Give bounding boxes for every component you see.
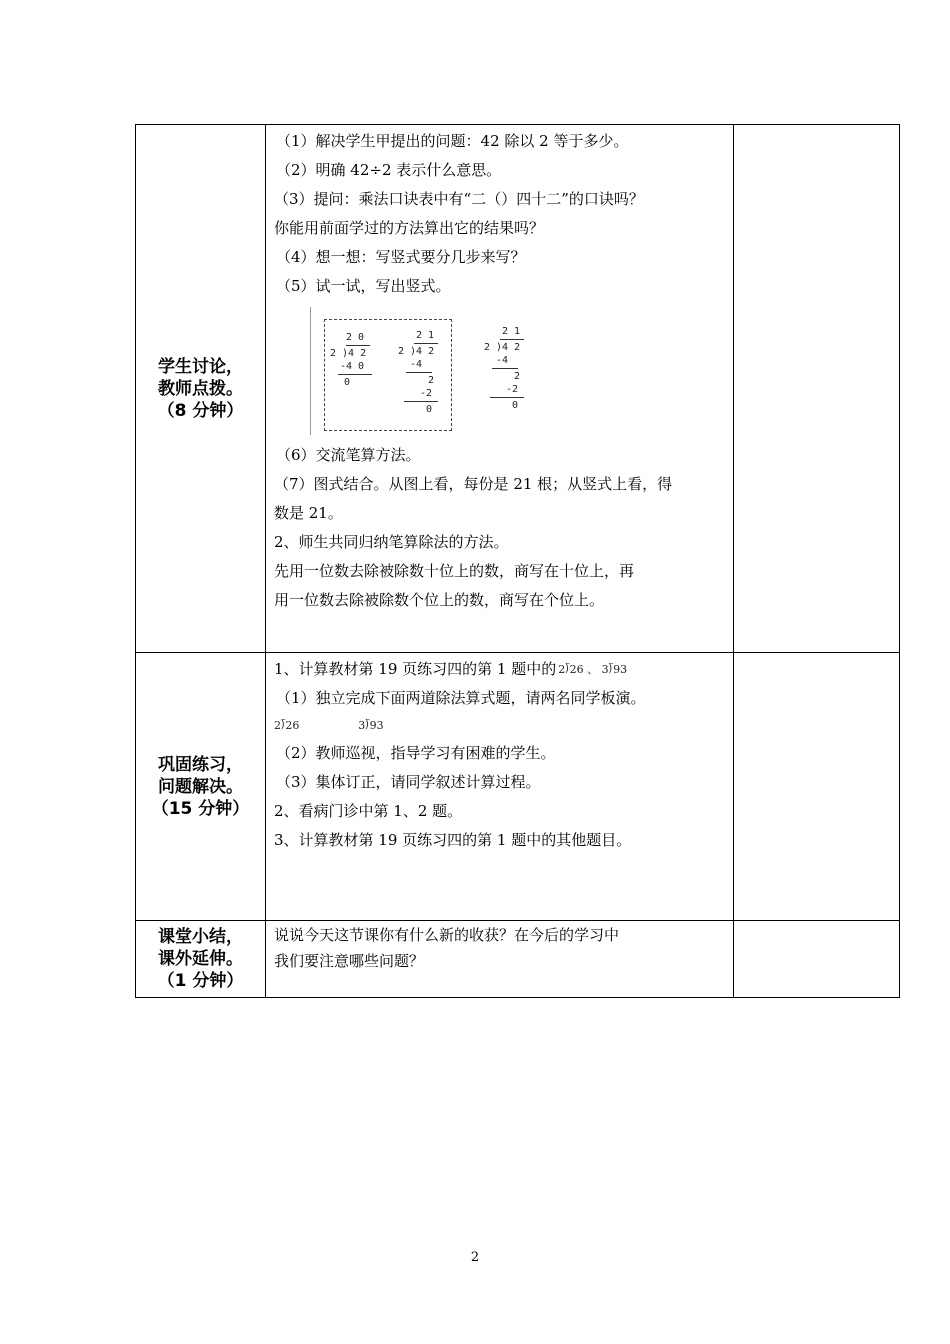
- notes-cell: [734, 921, 900, 998]
- content-line: 用一位数去除被除数个位上的数，商写在个位上。: [274, 591, 605, 609]
- subtraction: -4 0: [340, 361, 365, 372]
- quotient: 2 1: [416, 330, 435, 341]
- content-line: 2、看病门诊中第 1、2 题。: [274, 802, 463, 820]
- stage-label: 学生讨论，: [158, 356, 243, 377]
- division-worked-a: [330, 331, 378, 389]
- content-line: （1）解决学生甲提出的问题：42 除以 2 等于多少。: [276, 132, 629, 150]
- stage-time: （15 分钟）: [151, 798, 250, 819]
- content-line: （5）试一试，写出竖式。: [276, 277, 451, 295]
- table-row: [136, 125, 900, 653]
- content-cell: [266, 653, 734, 921]
- content-line: 先用一位数去除被除数十位上的数，商写在十位上，再: [274, 562, 635, 580]
- division-expression: 3⟌93: [358, 719, 384, 732]
- quotient: 2 0: [346, 332, 365, 343]
- stage-label: 巩固练习，: [158, 754, 243, 775]
- content-line: （6）交流笔算方法。: [276, 446, 421, 464]
- content-line: （7）图式结合。从图上看，每份是 21 根；从竖式上看，得: [274, 475, 673, 493]
- content-line: （2）明确 42÷2 表示什么意思。: [276, 161, 502, 179]
- content-line: 你能用前面学过的方法算出它的结果吗？: [274, 219, 545, 237]
- stage-label: 课堂小结，: [158, 927, 243, 947]
- content-line: 2、师生共同归纳笔算除法的方法。: [274, 533, 509, 551]
- content-line: 3、计算教材第 19 页练习四的第 1 题中的其他题目。: [274, 831, 632, 849]
- division-worked-c: [484, 325, 532, 412]
- division-expression: 2⟌26: [274, 719, 300, 732]
- partial-dividend: 2: [514, 371, 521, 382]
- subtraction: -4: [496, 355, 509, 366]
- division-expressions: 2⟌26 、 3⟌93: [558, 663, 628, 676]
- division-worked-b: [398, 329, 446, 416]
- content-line: 我们要注意哪些问题？: [274, 952, 425, 970]
- subtraction: -2: [420, 388, 433, 399]
- content-line: 数是 21。: [274, 504, 343, 522]
- table-row: [136, 653, 900, 921]
- long-division-figure: [274, 305, 727, 441]
- dividend: 2 )4 2: [398, 346, 435, 357]
- stage-time: （8 分钟）: [157, 400, 244, 421]
- notes-cell: [734, 125, 900, 653]
- quotient: 2 1: [502, 326, 521, 337]
- content-line: （4）想一想：写竖式要分几步来写？: [276, 248, 526, 266]
- partial-dividend: 2: [428, 375, 435, 386]
- stage-label: 课外延伸。: [158, 949, 243, 969]
- dividend: 2 )4 2: [330, 348, 367, 359]
- content-line: （1）独立完成下面两道除法算式题，请两名同学板演。: [276, 689, 646, 707]
- stage-time: （1 分钟）: [157, 971, 244, 991]
- figure-border-line: [310, 307, 311, 435]
- content-cell: [266, 921, 734, 998]
- content-line: （2）教师巡视，指导学习有困难的学生。: [276, 744, 556, 762]
- stage-label: 教师点拨。: [158, 378, 243, 399]
- stage-cell: [136, 125, 266, 653]
- remainder: 0: [512, 400, 519, 411]
- content-line: 1、计算教材第 19 页练习四的第 1 题中的: [274, 660, 557, 678]
- subtraction: -4: [410, 359, 423, 370]
- content-cell: [266, 125, 734, 653]
- remainder: 0: [426, 404, 433, 415]
- remainder: 0: [344, 377, 351, 388]
- page-number: 2: [470, 1250, 480, 1265]
- subtraction: -2: [506, 384, 519, 395]
- stage-cell: [136, 921, 266, 998]
- dividend: 2 )4 2: [484, 342, 521, 353]
- lesson-plan-table: [135, 124, 900, 998]
- content-line: （3）提问：乘法口诀表中有“二（）四十二”的口诀吗？: [274, 190, 644, 208]
- content-line: （3）集体订正，请同学叙述计算过程。: [276, 773, 541, 791]
- table-row: [136, 921, 900, 998]
- stage-cell: [136, 653, 266, 921]
- content-line: 说说今天这节课你有什么新的收获？在今后的学习中: [274, 926, 620, 944]
- stage-label: 问题解决。: [158, 776, 243, 797]
- notes-cell: [734, 653, 900, 921]
